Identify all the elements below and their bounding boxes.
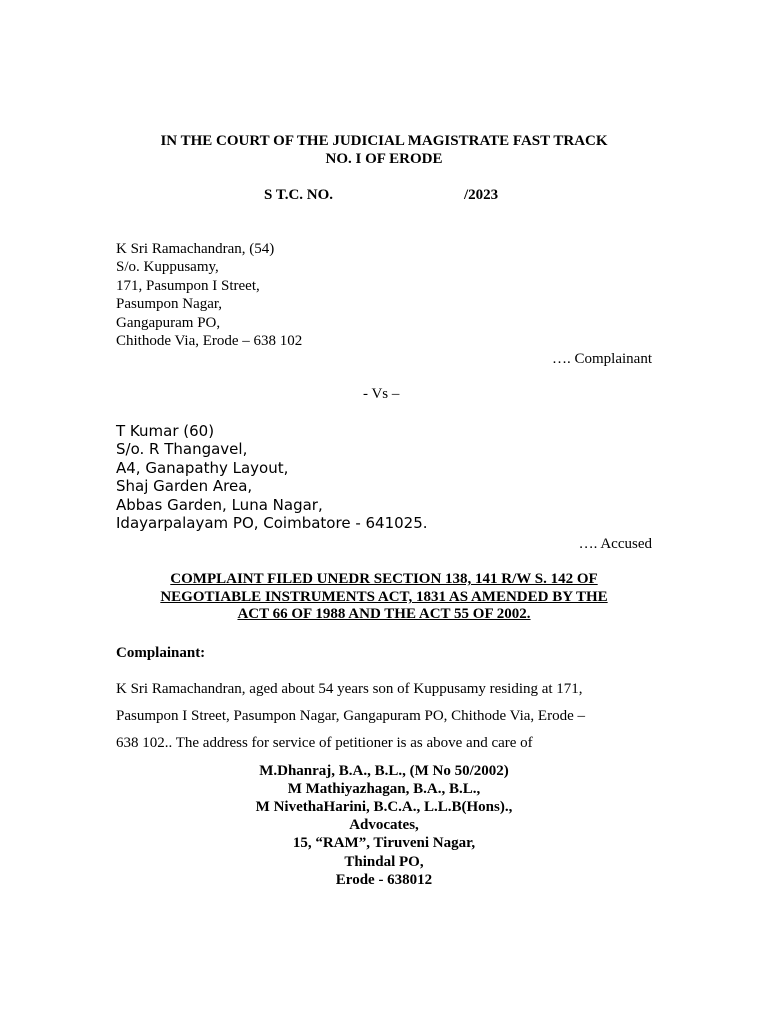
accused-address-line: S/o. R Thangavel, — [116, 440, 248, 459]
accused-address-block — [116, 422, 428, 532]
complainant-address-line: K Sri Ramachandran, (54) — [116, 241, 275, 257]
accused-address-line: Shaj Garden Area, — [116, 477, 253, 496]
accused-role-label: …. Accused — [578, 536, 652, 552]
advocate-line: M Mathiyazhagan, B.A., B.L., — [287, 781, 481, 797]
complaint-title-line-3: ACT 66 OF 1988 AND THE ACT 55 OF 2002. — [237, 606, 531, 622]
complainant-address-line: 171, Pasumpon I Street, — [116, 277, 260, 294]
versus-separator: - Vs – — [363, 386, 400, 402]
advocate-line: Erode - 638012 — [335, 872, 433, 888]
advocate-line: 15, “RAM”, Tiruveni Nagar, — [292, 835, 476, 851]
complainant-paragraph-line-3: 638 102.. The address for service of petitioner is as above and care of — [116, 735, 533, 751]
complaint-title-line-1: COMPLAINT FILED UNEDR SECTION 138, 141 R/W S. 142 OF — [170, 571, 598, 587]
complaint-title-line-2: NEGOTIABLE INSTRUMENTS ACT, 1831 AS AMENDED BY THE — [160, 589, 608, 605]
complainant-address-line: Pasumpon Nagar, — [116, 296, 223, 313]
complainant-address-line: Gangapuram PO, — [116, 314, 221, 331]
case-number-year: /2023 — [464, 187, 499, 203]
advocate-line: M.Dhanraj, B.A., B.L., (M No 50/2002) — [259, 763, 509, 779]
complainant-role-label: …. Complainant — [552, 351, 652, 367]
accused-address-line: A4, Ganapathy Layout, — [116, 458, 289, 477]
advocate-line: Thindal PO, — [344, 854, 424, 870]
court-heading-line-1: IN THE COURT OF THE JUDICIAL MAGISTRATE FAST TRACK — [160, 133, 608, 149]
case-number-label: S T.C. NO. — [264, 187, 334, 203]
court-heading-line-2: NO. I OF ERODE — [325, 151, 443, 167]
complainant-address-line: S/o. Kuppusamy, — [116, 259, 219, 276]
complainant-paragraph-line-1: K Sri Ramachandran, aged about 54 years son of Kuppusamy residing at 171, — [116, 681, 583, 697]
complainant-paragraph-line-2: Pasumpon I Street, Pasumpon Nagar, Gangapuram PO, Chithode Via, Erode – — [116, 708, 585, 724]
accused-address-line: Abbas Garden, Luna Nagar, — [116, 495, 323, 514]
accused-address-line: Idayarpalayam PO, Coimbatore - 641025. — [116, 514, 428, 533]
complainant-address-line: Chithode Via, Erode – 638 102 — [116, 333, 303, 350]
complainant-section-heading: Complainant: — [116, 645, 206, 661]
advocate-line: M NivethaHarini, B.C.A., L.L.B(Hons)., — [255, 799, 513, 815]
advocate-line: Advocates, — [349, 817, 419, 833]
accused-address-line: T Kumar (60) — [116, 422, 215, 440]
complainant-address-block — [116, 240, 302, 350]
